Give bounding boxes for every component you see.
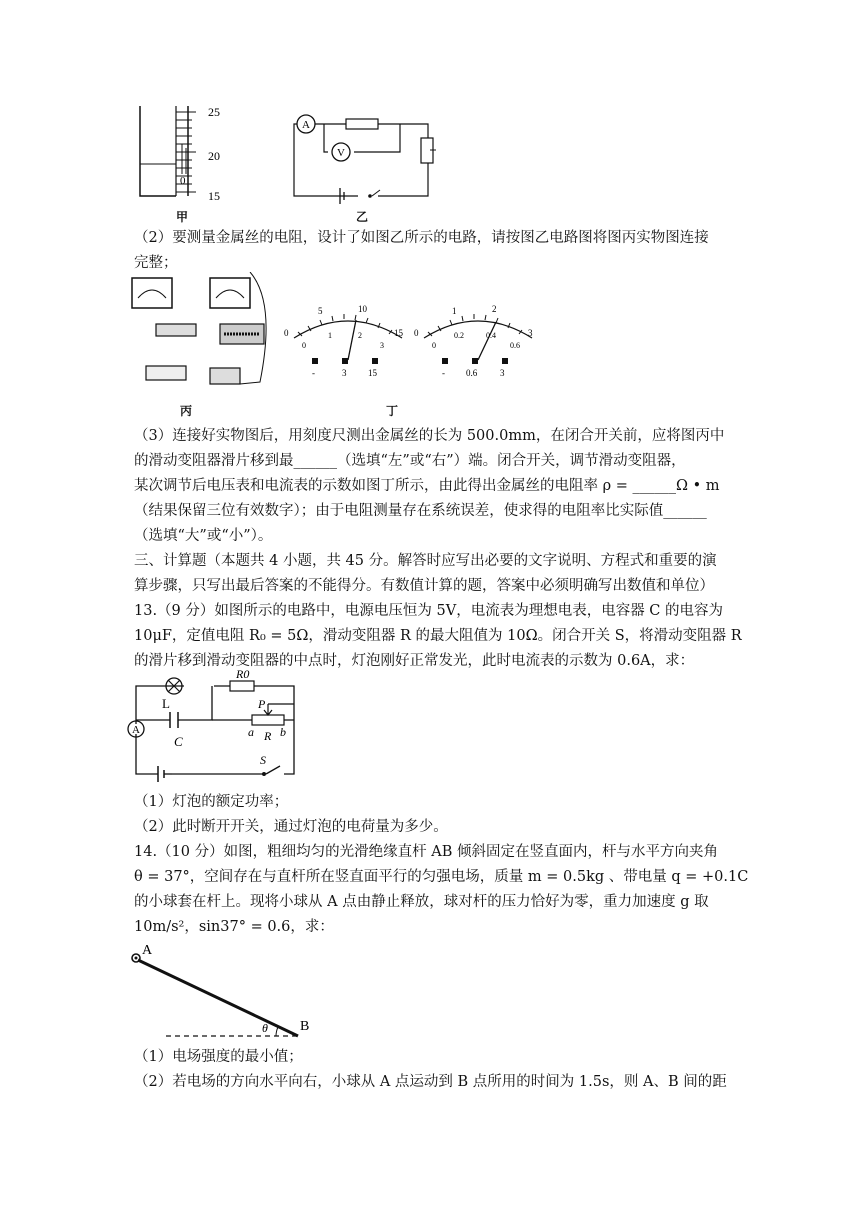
- ammeter-inner-06: 0.6: [510, 341, 520, 350]
- ammeter-scale-2: 2: [492, 304, 497, 314]
- rheostat-b-label: b: [280, 725, 286, 739]
- q14-line3: 的小球套在杆上。现将小球从 A 点由静止释放，球对杆的压力恰好为零，重力加速度 g 取: [134, 894, 709, 910]
- voltmeter-scale-10: 10: [358, 304, 367, 314]
- q12-part3-line3: 某次调节后电压表和电流表的示数如图丁所示，由此得出金属丝的电阻率 ρ = ______Ω • m: [134, 478, 720, 494]
- ammeter-terminal-06: 0.6: [466, 368, 478, 378]
- q12-part3-line5: （选填“大”或“小”）。: [134, 528, 273, 544]
- q13-line1: 13.（9 分）如图所示的电路中，电源电压恒为 5V，电流表为理想电表，电容器 C 的电容为: [134, 603, 724, 619]
- micrometer-zero: 0: [180, 175, 186, 187]
- voltmeter-terminal-3: 3: [342, 368, 347, 378]
- q14-line2: θ = 37°，空间存在与直杆所在竖直面平行的匀强电场，质量 m = 0.5kg 、带电量 q = +0.1C: [134, 869, 749, 885]
- q14-line1: 14.（10 分）如图，粗细均匀的光滑绝缘直杆 AB 倾斜固定在竖直面内，杆与水平方向夹角: [134, 844, 718, 860]
- ammeter-scale-0: 0: [414, 328, 419, 338]
- ammeter-symbol: A: [302, 119, 310, 131]
- ammeter-inner-04: 0.4: [486, 331, 496, 340]
- micrometer-tick-15: 15: [208, 189, 220, 203]
- lamp-label: L: [162, 696, 170, 711]
- q12-part3-line4: （结果保留三位有效数字）；由于电阻测量存在系统误差，使求得的电阻率比实际值______: [134, 503, 707, 519]
- rheostat-a-label: a: [248, 725, 254, 739]
- micrometer-tick-20: 20: [208, 149, 220, 163]
- point-a-label: A: [142, 943, 153, 958]
- q14-sub1: （1）电场强度的最小值；: [134, 1049, 303, 1065]
- voltmeter-terminal-15: 15: [368, 368, 377, 378]
- q13-line3: 的滑片移到滑动变阻器的中点时，灯泡刚好正常发光，此时电流表的示数为 0.6A，求：: [134, 653, 695, 669]
- incline-rod-figure: [126, 936, 326, 1042]
- switch-label: S: [260, 753, 266, 767]
- section3-heading-line1: 三、计算题（本题共 4 小题，共 45 分。解答时应写出必要的文字说明、方程式和重要的演: [134, 553, 717, 569]
- ammeter-terminal-neg: -: [442, 368, 445, 378]
- meter-dials-figure-ding: [282, 298, 542, 380]
- r0-label: R0: [236, 668, 250, 681]
- ammeter-inner-02: 0.2: [454, 331, 464, 340]
- q12-part2-line2: 完整；: [134, 255, 178, 271]
- apparatus-figure-bing: [126, 272, 276, 398]
- q14-sub2: （2）若电场的方向水平向右，小球从 A 点运动到 B 点所用的时间为 1.5s，则 A、B 间的距: [134, 1074, 727, 1090]
- q13-sub2: （2）此时断开开关，通过灯泡的电荷量为多少。: [134, 819, 448, 835]
- voltmeter-symbol: V: [337, 147, 345, 159]
- caption-yi: 乙: [356, 210, 369, 224]
- voltmeter-inner-0: 0: [302, 341, 306, 350]
- q12-part2-line1: （2）要测量金属丝的电阻，设计了如图乙所示的电路，请按图乙电路图将图丙实物图连接: [134, 230, 709, 246]
- rheostat-r-label: R: [264, 729, 272, 743]
- slider-p-label: P: [258, 697, 266, 711]
- caption-jia: 甲: [176, 210, 189, 224]
- voltmeter-terminal-neg: -: [312, 368, 315, 378]
- voltmeter-inner-3: 3: [380, 341, 384, 350]
- q13-sub1: （1）灯泡的额定功率；: [134, 794, 289, 810]
- ammeter-scale-1: 1: [452, 306, 457, 316]
- caption-bing: 丙: [180, 404, 193, 418]
- ammeter-inner-0: 0: [432, 341, 436, 350]
- micrometer-figure: [136, 104, 246, 204]
- ammeter-scale-3: 3: [528, 328, 533, 338]
- voltmeter-scale-5: 5: [318, 306, 323, 316]
- ammeter-label: A: [132, 724, 140, 736]
- micrometer-tick-25: 25: [208, 105, 220, 119]
- caption-ding: 丁: [386, 404, 399, 418]
- voltmeter-scale-15: 15: [394, 328, 403, 338]
- voltmeter-scale-0: 0: [284, 328, 289, 338]
- q14-line4: 10m/s²，sin37° = 0.6，求：: [134, 919, 334, 935]
- voltmeter-inner-1: 1: [328, 331, 332, 340]
- point-b-label: B: [300, 1019, 310, 1034]
- circuit-yi-figure: [288, 108, 438, 204]
- theta-label: θ: [262, 1021, 268, 1035]
- ammeter-terminal-3: 3: [500, 368, 505, 378]
- section3-heading-line2: 算步骤，只写出最后答案的不能得分。有数值计算的题，答案中必须明确写出数值和单位）: [134, 578, 714, 594]
- voltmeter-inner-2: 2: [358, 331, 362, 340]
- capacitor-label: C: [174, 734, 183, 749]
- circuit-q13-figure: [124, 668, 304, 782]
- q13-line2: 10μF，定值电阻 R₀ = 5Ω，滑动变阻器 R 的最大阻值为 10Ω。闭合开关 S，将滑动变阻器 R: [134, 628, 742, 644]
- q12-part3-line1: （3）连接好实物图后，用刻度尺测出金属丝的长为 500.0mm，在闭合开关前，应将图丙中: [134, 428, 725, 444]
- q12-part3-line2: 的滑动变阻器滑片移到最______（选填“左”或“右”）端。闭合开关，调节滑动变阻器，: [134, 453, 686, 469]
